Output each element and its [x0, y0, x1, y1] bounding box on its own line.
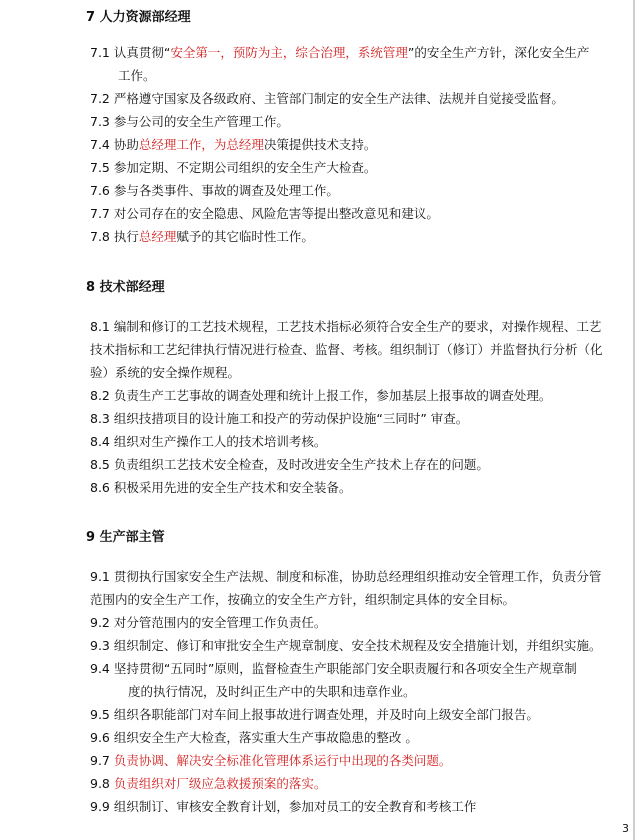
paragraph-line — [90, 341, 603, 359]
text-run: 9.2 对分管范围内的安全管理工作负责任。 — [90, 615, 327, 630]
highlighted-text: 总经理工作，为总经理 — [138, 137, 264, 152]
paragraph-line — [90, 568, 601, 586]
text-run: 8.3 组织技措项目的设计施工和投产的劳动保护设施“三同时” 审查。 — [90, 411, 469, 426]
paragraph-line — [90, 591, 515, 609]
paragraph-line — [90, 729, 418, 747]
text-run: ”的安全生产方针，深化安全生产 — [407, 45, 590, 60]
text-run: 赋予的其它临时性工作。 — [176, 229, 314, 244]
text-run: 9.3 组织制定、修订和审批安全生产规章制度、安全技术规程及安全措施计划，并组织实施。 — [90, 638, 602, 653]
text-run: 7.8 执行 — [90, 229, 139, 244]
highlighted-text: 安全第一，预防为主，综合治理，系统管理 — [170, 45, 408, 60]
paragraph-line — [128, 683, 416, 701]
text-run: 范围内的安全生产工作，按确立的安全生产方针，组织制定具体的安全目标。 — [90, 592, 516, 607]
text-run: 7.6 参与各类事件、事故的调查及处理工作。 — [90, 183, 339, 198]
paragraph-line — [90, 318, 601, 336]
highlighted-text: 负责组织对厂级应急救援预案的落实。 — [113, 776, 327, 791]
paragraph-line — [90, 433, 326, 451]
paragraph-line — [90, 614, 326, 632]
text-run: 9.1 贯彻执行国家安全生产法规、制度和标准，协助总经理组织推动安全管理工作，负责分管 — [90, 569, 602, 584]
paragraph-line — [90, 752, 451, 770]
section-heading: 7 人力资源部经理 — [86, 10, 191, 25]
paragraph-line — [90, 479, 351, 497]
text-run: 9.7 — [90, 753, 114, 768]
text-run: 7.2 严格遵守国家及各级政府、主管部门制定的安全生产法律、法规并自觉接受监督。 — [90, 91, 564, 106]
paragraph-line — [118, 67, 156, 85]
paragraph-line — [90, 44, 589, 62]
paragraph-line — [90, 410, 468, 428]
paragraph-line — [90, 706, 539, 724]
text-run: 9.4 坚持贯彻“五同时”原则，监督检查生产职能部门安全职责履行和各项安全生产规章制 — [90, 661, 577, 676]
highlighted-text: 负责协调、解决安全标准化管理体系运行中出现的各类问题。 — [113, 753, 452, 768]
paragraph-line — [90, 775, 326, 793]
paragraph-line — [90, 159, 376, 177]
text-run: 工作。 — [118, 68, 156, 83]
text-run: 9.8 — [90, 776, 114, 791]
text-run: 8.6 积极采用先进的安全生产技术和安全装备。 — [90, 480, 352, 495]
text-run: 7.3 参与公司的安全生产管理工作。 — [90, 114, 289, 129]
page-number: 3 — [622, 822, 629, 835]
highlighted-text: 总经理 — [138, 229, 177, 244]
paragraph-line — [90, 798, 476, 816]
paragraph-line — [90, 387, 551, 405]
text-run: 8.5 负责组织工艺技术安全检查，及时改进安全生产技术上存在的问题。 — [90, 457, 489, 472]
paragraph-line — [90, 228, 314, 246]
text-run: 度的执行情况，及时纠正生产中的失职和违章作业。 — [128, 684, 416, 699]
paragraph-line — [90, 364, 240, 382]
text-run: 9.5 组织各职能部门对车间上报事故进行调查处理，并及时向上级安全部门报告。 — [90, 707, 539, 722]
text-run: 9.6 组织安全生产大检查，落实重大生产事故隐患的整改 。 — [90, 730, 418, 745]
paragraph-line — [90, 136, 376, 154]
text-run: 8.4 组织对生产操作工人的技术培训考核。 — [90, 434, 327, 449]
section-heading: 8 技术部经理 — [86, 280, 165, 295]
text-run: 7.7 对公司存在的安全隐患、风险危害等提出整改意见和建议。 — [90, 206, 439, 221]
text-run: 9.9 组织制订、审核安全教育计划，参加对员工的安全教育和考核工作 — [90, 799, 477, 814]
text-run: 验）系统的安全操作规程。 — [90, 365, 241, 380]
text-run: 决策提供技术支持。 — [263, 137, 377, 152]
paragraph-line — [90, 90, 564, 108]
paragraph-line — [90, 182, 339, 200]
paragraph-line — [90, 660, 577, 678]
paragraph-line — [90, 205, 439, 223]
text-run: 技术指标和工艺纪律执行情况进行检查、监督、考核。组织制订（修订）并监督执行分析（化 — [90, 342, 603, 357]
text-run: 7.1 认真贯彻“ — [90, 45, 171, 60]
paragraph-line — [90, 456, 489, 474]
text-run: 7.5 参加定期、不定期公司组织的安全生产大检查。 — [90, 160, 377, 175]
text-run: 8.2 负责生产工艺事故的调查处理和统计上报工作，参加基层上报事故的调查处理。 — [90, 388, 552, 403]
section-heading: 9 生产部主管 — [86, 530, 165, 545]
text-run: 7.4 协助 — [90, 137, 139, 152]
text-run: 8.1 编制和修订的工艺技术规程，工艺技术指标必须符合安全生产的要求，对操作规程、工艺 — [90, 319, 602, 334]
paragraph-line — [90, 637, 601, 655]
paragraph-line — [90, 113, 289, 131]
